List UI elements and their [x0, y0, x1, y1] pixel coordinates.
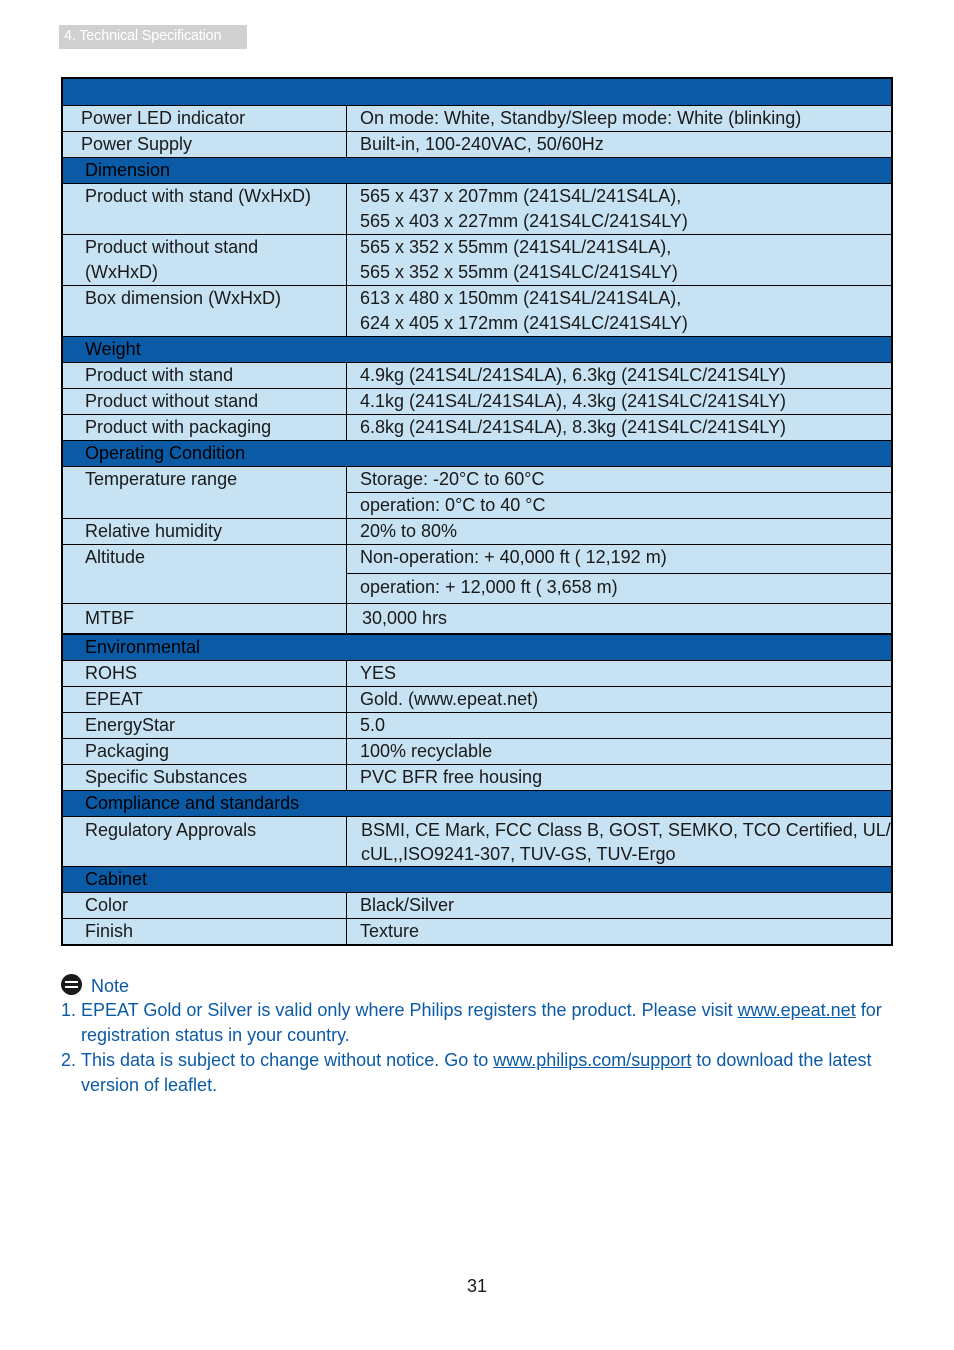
- value-line: BSMI, CE Mark, FCC Class B, GOST, SEMKO, TCO Certified, UL/: [361, 820, 891, 840]
- epeat-link[interactable]: www.epeat.net: [737, 1000, 856, 1020]
- row-value: [347, 817, 891, 866]
- value-line: Non-operation: + 40,000 ft ( 12,192 m): [360, 547, 667, 567]
- table-row-dim-without-stand: [63, 234, 891, 285]
- value-line: 565 x 437 x 207mm (241S4L/241S4LA),: [360, 186, 682, 206]
- table-row-weight-without-stand: [63, 388, 891, 414]
- row-value: [347, 545, 891, 603]
- row-value: [347, 184, 891, 234]
- table-row-mtbf: [63, 603, 891, 634]
- row-value: 4.1kg (241S4L/241S4LA), 4.3kg (241S4LC/241S4LY): [347, 389, 891, 414]
- table-row-altitude: [63, 544, 891, 603]
- row-value: Built-in, 100-240VAC, 50/60Hz: [347, 132, 891, 157]
- table-row-weight-with-stand: [63, 362, 891, 388]
- value-line: cUL,,ISO9241-307, TUV-GS, TUV-Ergo: [361, 844, 676, 864]
- spec-table: [61, 77, 893, 946]
- table-top-header: [63, 79, 891, 105]
- table-row-finish: [63, 918, 891, 944]
- table-row-dim-with-stand: [63, 183, 891, 234]
- value-line: Storage: -20°C to 60°C: [360, 469, 545, 489]
- table-row-color: [63, 892, 891, 918]
- row-label: Specific Substances: [63, 765, 347, 790]
- table-row-humidity: [63, 518, 891, 544]
- note-number: 2.: [61, 1050, 77, 1070]
- note-text: [81, 1048, 901, 1098]
- value-line: 613 x 480 x 150mm (241S4L/241S4LA),: [360, 288, 682, 308]
- table-row-power-led: [63, 105, 891, 131]
- row-value: YES: [347, 661, 891, 686]
- row-label: Product with stand: [63, 363, 347, 388]
- value-line: 565 x 352 x 55mm (241S4L/241S4LA),: [360, 237, 672, 257]
- value-line: 565 x 403 x 227mm (241S4LC/241S4LY): [360, 211, 688, 231]
- row-label: Color: [63, 893, 347, 918]
- row-label: Product without stand: [63, 389, 347, 414]
- table-row-power-supply: [63, 131, 891, 157]
- row-label: MTBF: [63, 604, 347, 633]
- row-value: 20% to 80%: [347, 519, 891, 544]
- section-tab: 4. Technical Specification: [59, 25, 247, 49]
- row-label: Regulatory Approvals: [63, 817, 347, 866]
- row-label: Packaging: [63, 739, 347, 764]
- table-row-substances: [63, 764, 891, 790]
- section-header-cabinet: Cabinet: [63, 866, 891, 892]
- row-value: 6.8kg (241S4L/241S4LA), 8.3kg (241S4LC/241S4LY): [347, 415, 891, 440]
- philips-support-link[interactable]: www.philips.com/support: [493, 1050, 692, 1070]
- row-value: Black/Silver: [347, 893, 891, 918]
- section-header-operating: Operating Condition: [63, 440, 891, 466]
- section-header-weight: Weight: [63, 336, 891, 362]
- section-header-environmental: Environmental: [63, 634, 891, 660]
- note-text-part: EPEAT Gold or Silver is valid only where Philips registers the product. Please visit: [81, 1000, 738, 1020]
- section-header-compliance: Compliance and standards: [63, 790, 891, 816]
- row-value: [347, 235, 891, 285]
- note-number: 1.: [61, 1000, 77, 1020]
- label-line: (WxHxD): [85, 262, 158, 282]
- note-item: [61, 1048, 901, 1098]
- label-line: Product without stand: [85, 237, 259, 257]
- value-line: 624 x 405 x 172mm (241S4LC/241S4LY): [360, 313, 688, 333]
- table-row-box-dimension: [63, 285, 891, 336]
- note-text-part: for registration status in your country.: [81, 1000, 882, 1045]
- row-label: Finish: [63, 919, 347, 944]
- row-label: Power Supply: [63, 132, 347, 157]
- table-row-energystar: [63, 712, 891, 738]
- note-item: [61, 998, 901, 1048]
- row-value: Texture: [347, 919, 891, 944]
- table-row-epeat: [63, 686, 891, 712]
- table-row-packaging: [63, 738, 891, 764]
- row-label: Power LED indicator: [63, 106, 347, 131]
- row-value: PVC BFR free housing: [347, 765, 891, 790]
- row-value: On mode: White, Standby/Sleep mode: White (blinking): [347, 106, 891, 131]
- row-label: Temperature range: [63, 467, 347, 518]
- row-value: [347, 286, 891, 336]
- row-value: 100% recyclable: [347, 739, 891, 764]
- row-label: Product with stand (WxHxD): [63, 184, 347, 234]
- row-value: Gold. (www.epeat.net): [347, 687, 891, 712]
- row-label: EPEAT: [63, 687, 347, 712]
- note-text: [81, 998, 901, 1048]
- row-label: Altitude: [63, 545, 347, 603]
- value-line: 565 x 352 x 55mm (241S4LC/241S4LY): [360, 262, 678, 282]
- table-row-temperature: [63, 466, 891, 518]
- row-value: [347, 467, 891, 518]
- row-value: 30,000 hrs: [347, 604, 891, 633]
- note-icon: [61, 974, 82, 995]
- note-heading: [61, 974, 129, 997]
- row-label: Product with packaging: [63, 415, 347, 440]
- row-label: Relative humidity: [63, 519, 347, 544]
- section-header-dimension: Dimension: [63, 157, 891, 183]
- row-value: 5.0: [347, 713, 891, 738]
- notes-list: [61, 998, 901, 1098]
- page-number: 31: [466, 1276, 488, 1296]
- row-value: 4.9kg (241S4L/241S4LA), 6.3kg (241S4LC/241S4LY): [347, 363, 891, 388]
- note-text-part: to download the latest version of leaflet.: [81, 1050, 872, 1095]
- row-label: [63, 235, 347, 285]
- row-label: ROHS: [63, 661, 347, 686]
- table-row-regulatory: [63, 816, 891, 866]
- table-row-rohs: [63, 660, 891, 686]
- row-label: EnergyStar: [63, 713, 347, 738]
- table-row-weight-packaging: [63, 414, 891, 440]
- value-line: operation: + 12,000 ft ( 3,658 m): [347, 573, 891, 603]
- row-label: Box dimension (WxHxD): [63, 286, 347, 336]
- note-title: Note: [91, 976, 130, 996]
- note-text-part: This data is subject to change without notice. Go to: [81, 1050, 494, 1070]
- value-line: operation: 0°C to 40 °C: [347, 492, 891, 518]
